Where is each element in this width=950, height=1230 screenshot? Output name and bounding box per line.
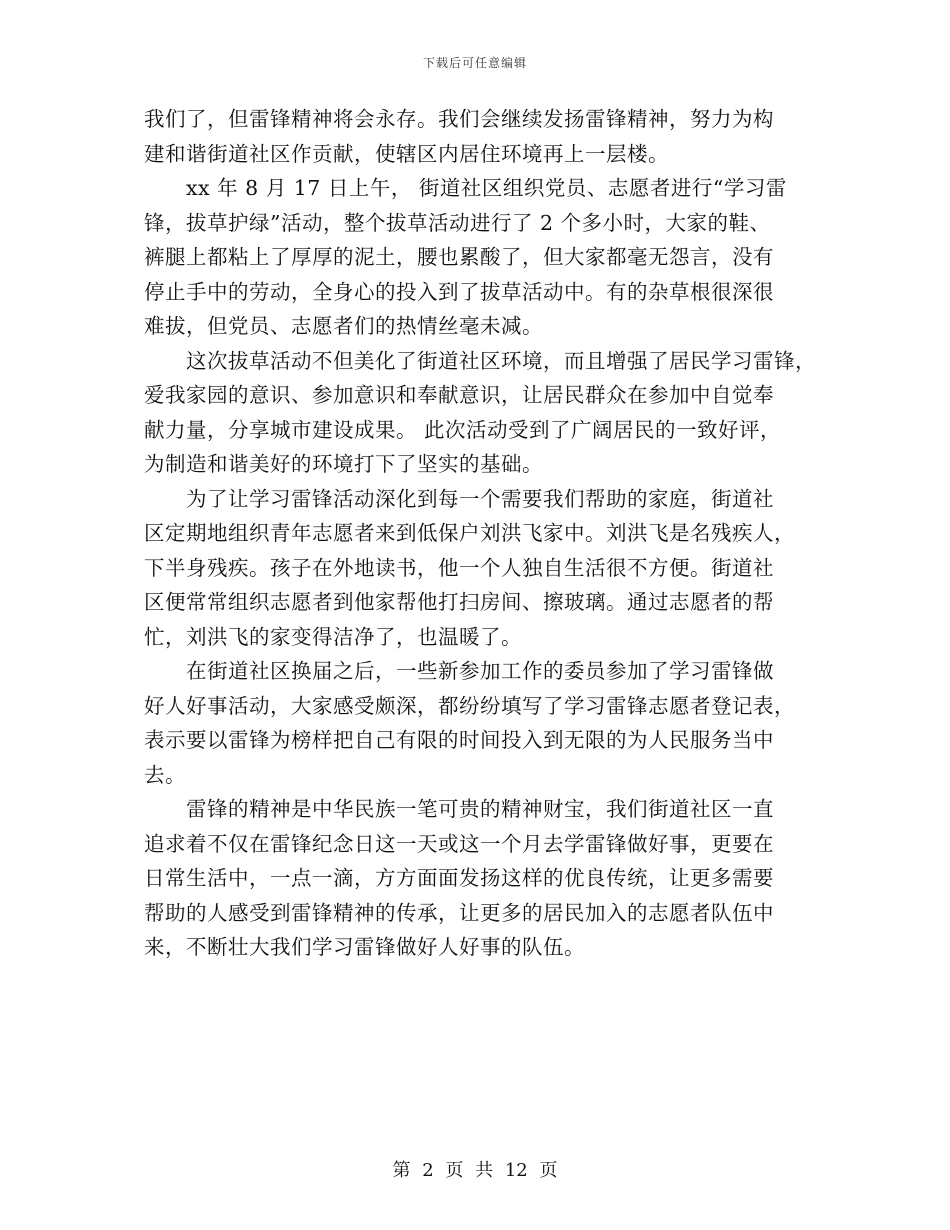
paragraph xyxy=(144,171,804,344)
text-line: 雷锋的精神是中华民族一笔可贵的精神财宝，我们街道社区一直 xyxy=(186,797,774,821)
paragraph xyxy=(144,344,816,482)
text-line: 表示要以雷锋为榜样把自己有限的时间投入到无限的为人民服务当中 xyxy=(144,728,774,752)
text-line: 区定期地组织青年志愿者来到低保户刘洪飞家中。刘洪飞是名残疾人， xyxy=(144,521,795,545)
page-header: 下载后可任意编辑 xyxy=(422,56,527,70)
text-line: 这次拔草活动不但美化了街道社区环境，而且增强了居民学习雷锋， xyxy=(186,348,816,373)
paragraph xyxy=(144,482,804,655)
text-line: 来，不断壮大我们学习雷锋做好人好事的队伍。 xyxy=(144,935,585,959)
text-line: 日常生活中，一点一滴，方方面面发扬这样的优良传统，让更多需要 xyxy=(144,866,774,890)
paragraph xyxy=(144,792,804,965)
text-line: 献力量，分享城市建设成果。 此次活动受到了广阔居民的一致好评， xyxy=(144,417,782,442)
paragraph xyxy=(144,654,804,792)
document-body xyxy=(144,102,816,965)
text-line: xx 年 8 月 17 日上午， 街道社区组织党员、志愿者进行“学习雷 xyxy=(186,176,787,200)
text-line: 区便常常组织志愿者到他家帮他打扫房间、擦玻璃。通过志愿者的帮 xyxy=(144,590,774,614)
text-line: 裤腿上都粘上了厚厚的泥土，腰也累酸了，但大家都毫无怨言，没有 xyxy=(144,245,774,269)
text-line: 为制造和谐美好的环境打下了坚实的基础。 xyxy=(144,452,543,476)
text-line: 难拔，但党员、志愿者们的热情丝毫未减。 xyxy=(144,314,543,338)
text-line: 在街道社区换届之后，一些新参加工作的委员参加了学习雷锋做 xyxy=(186,659,774,683)
page-number: 第 2 页 共 12 页 xyxy=(392,1160,558,1181)
text-line: 锋，拔草护绿”活动，整个拔草活动进行了 2 个多小时，大家的鞋、 xyxy=(144,210,771,235)
paragraph xyxy=(144,102,804,171)
text-line: 忙，刘洪飞的家变得洁净了，也温暖了。 xyxy=(144,624,522,649)
text-line: 我们了，但雷锋精神将会永存。我们会继续发扬雷锋精神，努力为构 xyxy=(144,107,774,131)
text-line: 帮助的人感受到雷锋精神的传承，让更多的居民加入的志愿者队伍中 xyxy=(144,900,774,925)
text-line: 下半身残疾。孩子在外地读书，他一个人独自生活很不方便。街道社 xyxy=(144,555,774,580)
text-line: 停止手中的劳动，全身心的投入到了拔草活动中。有的杂草根很深很 xyxy=(144,279,774,304)
text-line: 好人好事活动，大家感受颇深，都纷纷填写了学习雷锋志愿者登记表， xyxy=(144,693,795,718)
text-line: 为了让学习雷锋活动深化到每一个需要我们帮助的家庭，街道社 xyxy=(186,486,774,511)
text-line: 建和谐街道社区作贡献，使辖区内居住环境再上一层楼。 xyxy=(144,141,669,166)
text-line: 去。 xyxy=(144,762,186,787)
text-line: 追求着不仅在雷锋纪念日这一天或这一个月去学雷锋做好事，更要在 xyxy=(144,831,774,856)
text-line: 爱我家园的意识、参加意识和奉献意识，让居民群众在参加中自觉奉 xyxy=(144,383,774,407)
